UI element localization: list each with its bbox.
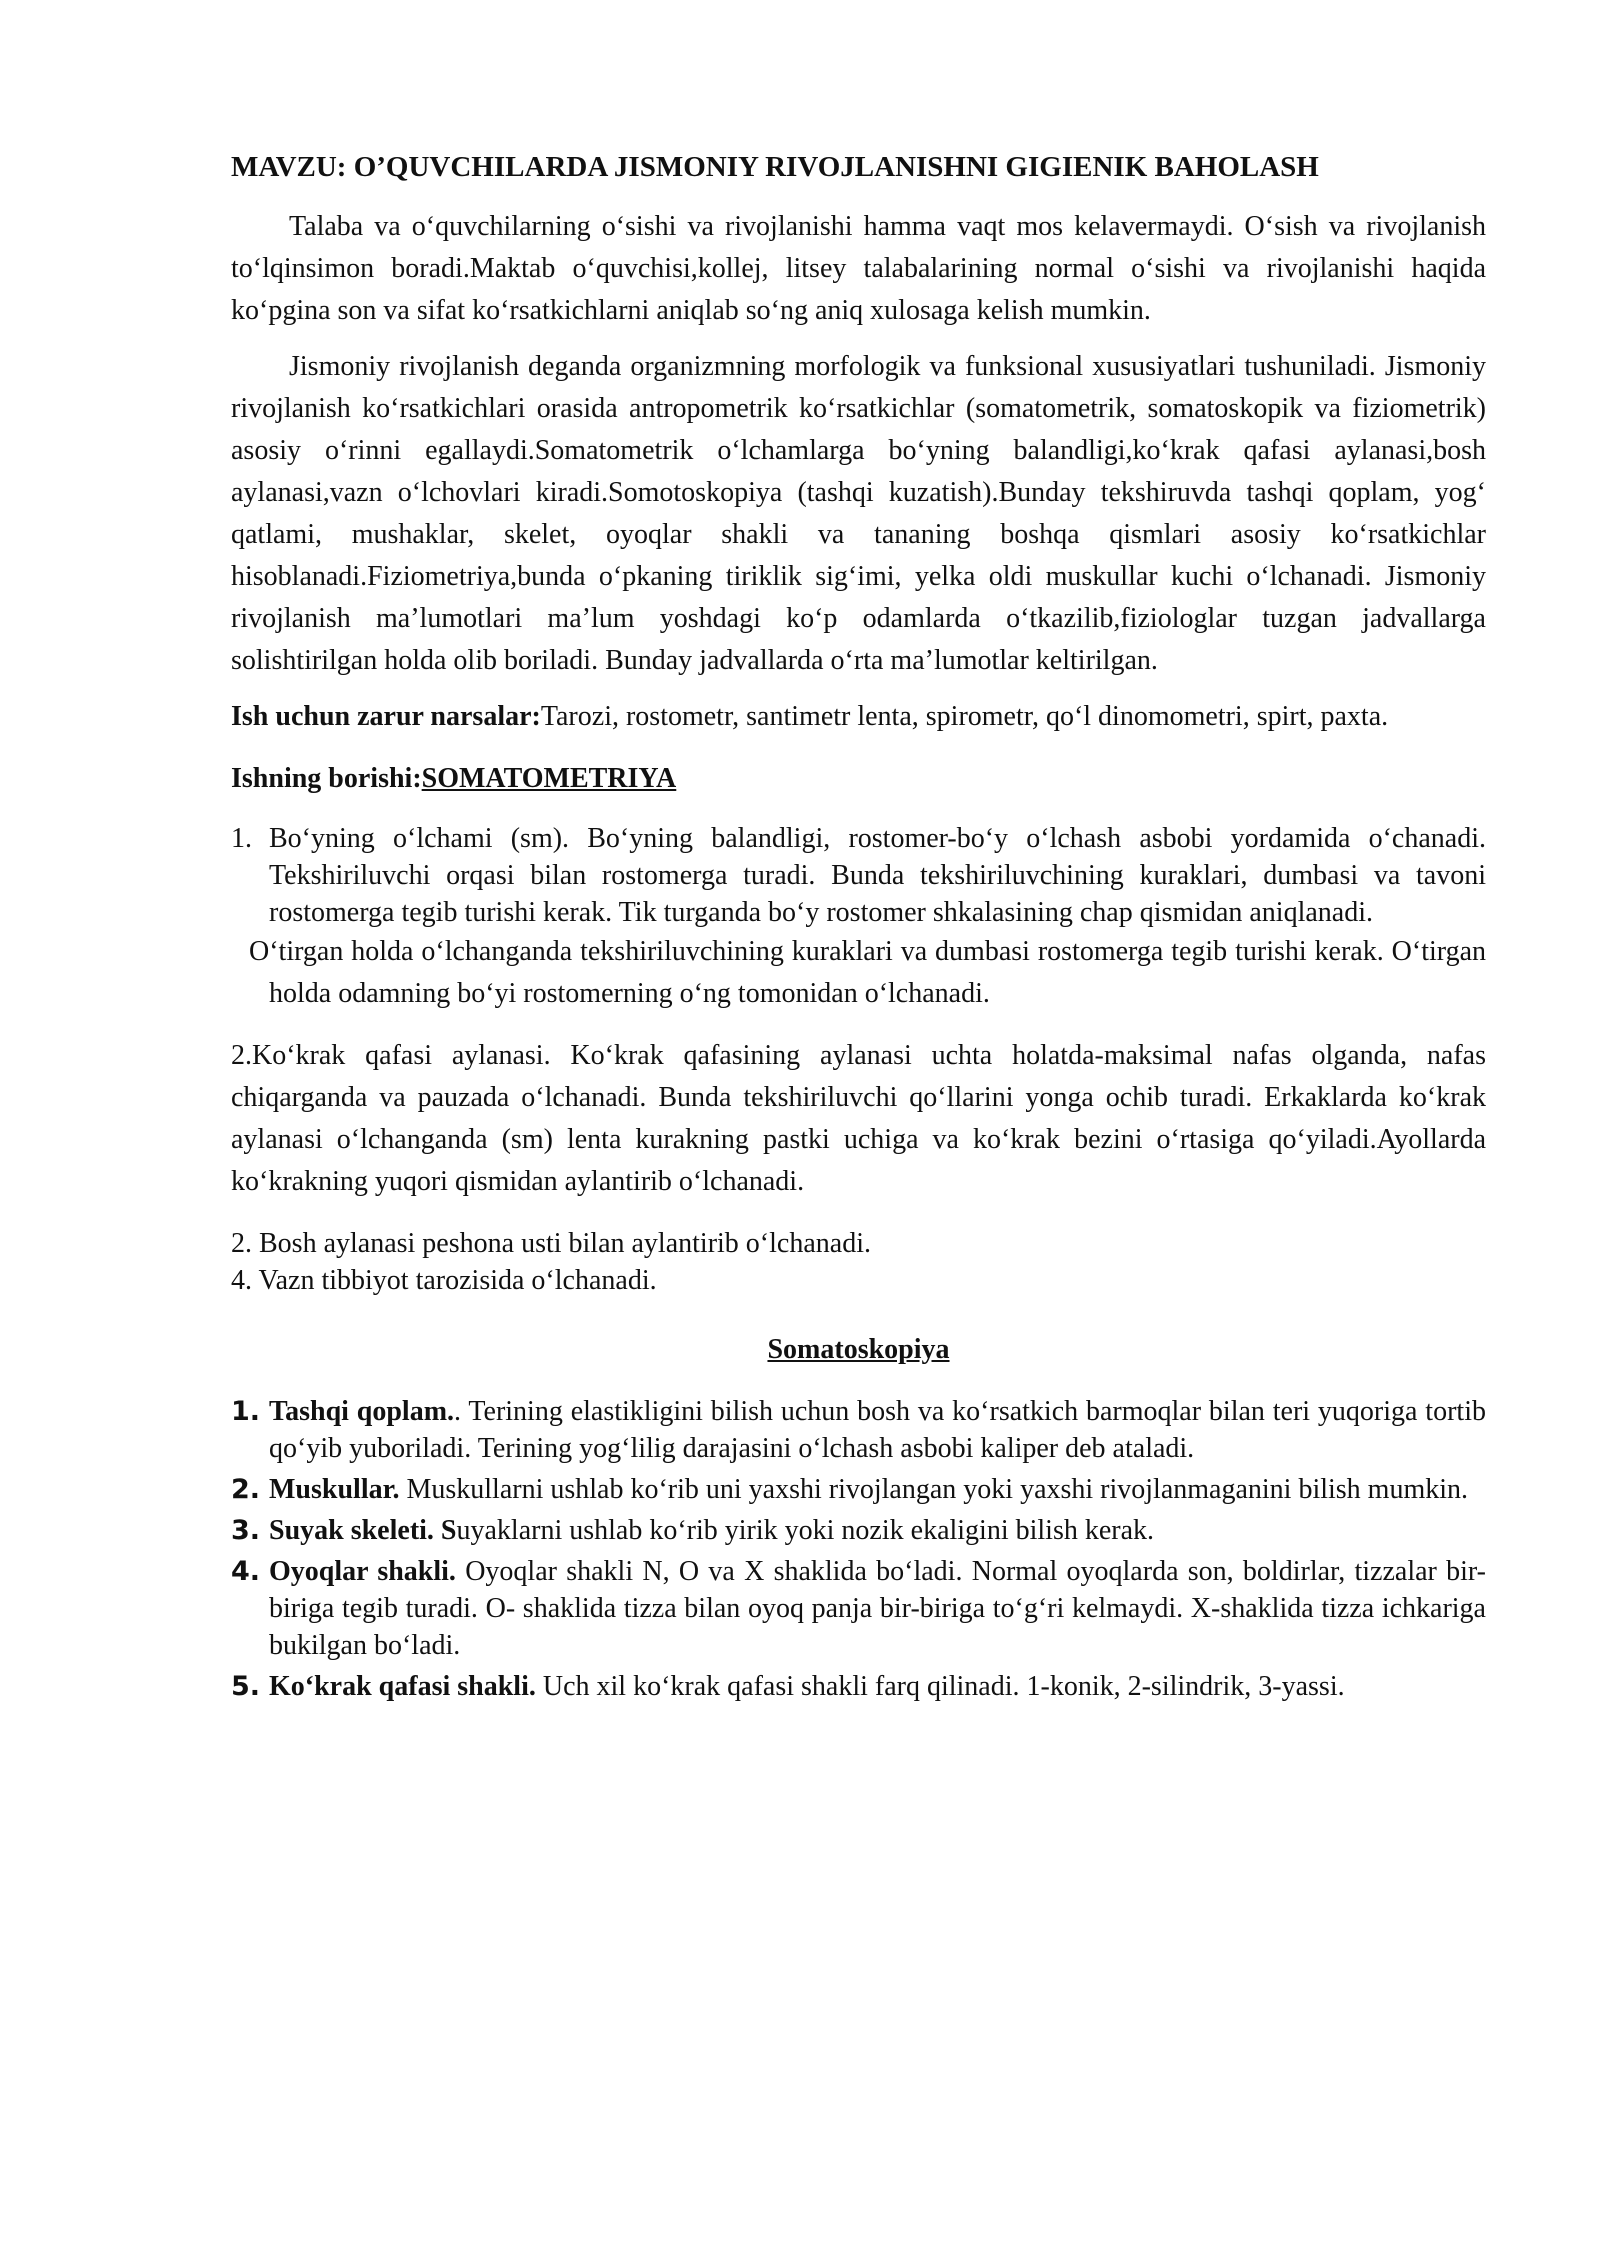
- tools-text: Tarozi, rostometr, santimetr lenta, spirometr, qo‘l dinomometri, spirt, paxta.: [540, 701, 1389, 732]
- list-item-text: . Terining elastikligini bilish uchun bosh va ko‘rsatkich barmoqlar bilan teri yuqoriga tortib qo‘yib yuboriladi. Terining yog‘lilig darajasini o‘lchash asbobi kaliper deb ataladi.: [269, 1396, 1486, 1464]
- document-title: MAVZU: O’QUVCHILARDA JISMONIY RIVOJLANISHNI GIGIENIK BAHOLASH: [231, 151, 1319, 183]
- list-item-title: Suyak skeleti. S: [269, 1515, 457, 1546]
- list-item-number: 3.: [231, 1515, 261, 1546]
- list-item-title: Ko‘krak qafasi shakli.: [269, 1671, 536, 1702]
- procedure-label: Ishning borishi:: [231, 763, 422, 794]
- list-item-title: Tashqi qoplam.: [269, 1396, 455, 1427]
- list-item: [231, 1512, 1486, 1549]
- intro-paragraph-1: Talaba va o‘quvchilarning o‘sishi va rivojlanishi hamma vaqt mos kelavermaydi. O‘sish va rivojlanish to‘lqinsimon boradi.Maktab o‘quvchisi,kollej, litsey talabalarining normal o‘sishi va rivojlanishi haqida ko‘pgina son va sifat ko‘rsatkichlarni aniqlab so‘ng aniq xulosaga kelish mumkin.: [231, 211, 1486, 326]
- tools-paragraph: [231, 696, 1486, 738]
- list-item-text: uyaklarni ushlab ko‘rib yirik yoki nozik ekaligini bilish kerak.: [456, 1515, 1155, 1546]
- list-item-title: Oyoqlar shakli.: [269, 1556, 456, 1587]
- item2-paragraph: 2.Ko‘krak qafasi aylanasi. Ko‘krak qafasining aylanasi uchta holatda-maksimal nafas olganda, nafas chiqarganda va pauzada o‘lchanadi. Bunda tekshiriluvchi qo‘llarini yonga ochib turadi. Erkaklarda ko‘krak aylanasi o‘lchanganda (sm) lenta kurakning pastki uchiga va ko‘krak bezini o‘rtasiga qo‘yiladi.Ayollarda ko‘krakning yuqori qismidan aylantirib o‘lchanadi.: [231, 1040, 1486, 1197]
- list-item: [231, 820, 1486, 931]
- list-item-title: Muskullar.: [269, 1474, 400, 1505]
- somatometry-list: [231, 820, 1486, 931]
- list-item-text: Bo‘yning o‘lchami (sm). Bo‘yning balandligi, rostomer-bo‘y o‘lchash asbobi yordamida o‘chanadi. Tekshiriluvchi orqasi bilan rostomerga turadi. Bunda tekshiriluvchining kuraklari, dumbasi va tavoni rostomerga tegib turishi kerak. Tik turganda bo‘y rostomer shkalasining chap qismidan aniqlanadi.: [269, 823, 1486, 928]
- list-item: [231, 1553, 1486, 1664]
- list-item-text: Oyoqlar shakli N, O va X shaklida bo‘ladi. Normal oyoqlarda son, boldirlar, tizzalar bir-biriga tegib turadi. O- shaklida tizza bilan oyoq panja bir-biriga to‘g‘ri kelmaydi. X-shaklida tizza ichkariga bukilgan bo‘ladi.: [269, 1556, 1487, 1661]
- item3-paragraph: 2. Bosh aylanasi peshona usti bilan aylantirib o‘lchanadi.: [231, 1228, 871, 1259]
- somatoskopiya-heading: Somatoskopiya: [767, 1334, 950, 1365]
- document-body: [231, 146, 1486, 1705]
- list-item-number: 4.: [231, 1556, 261, 1587]
- somatoskopiya-list: [231, 1393, 1486, 1705]
- somatometriya-heading: SOMATOMETRIYA: [421, 763, 677, 794]
- list-item-number: 2.: [231, 1474, 261, 1505]
- intro-paragraph-2: Jismoniy rivojlanish deganda organizmning morfologik va funksional xususiyatlari tushuniladi. Jismoniy rivojlanish ko‘rsatkichlari orasida antropometrik ko‘rsatkichlar (somatometrik, somatoskopik va fiziometrik) asosiy o‘rinni egallaydi.Somatometrik o‘lchamlarga bo‘yning balandligi,ko‘krak qafasi aylanasi,bosh aylanasi,vazn o‘lchovlari kiradi.Somotoskopiya (tashqi kuzatish).Bunday tekshiruvda tashqi qoplam, yog‘ qatlami, mushaklar, skelet, oyoqlar shakli va tananing boshqa qismlari asosiy ko‘rsatkichlar hisoblanadi.Fiziometriya,bunda o‘pkaning tiriklik sig‘imi, yelka oldi muskullar kuchi o‘lchanadi. Jismoniy rivojlanish ma’lumotlari ma’lum yoshdagi ko‘p odamlarda o‘tkazilib,fiziologlar tuzgan jadvallarga solishtirilgan holda olib boriladi. Bunday jadvallarda o‘rta ma’lumotlar keltirilgan.: [231, 351, 1486, 676]
- list-item-text: Muskullarni ushlab ko‘rib uni yaxshi rivojlangan yoki yaxshi rivojlanmaganini bilish mumkin.: [399, 1474, 1469, 1505]
- list-item-text: Uch xil ko‘krak qafasi shakli farq qilinadi. 1-konik, 2-silindrik, 3-yassi.: [535, 1671, 1345, 1702]
- list-item-number: 1.: [231, 1396, 261, 1427]
- list-item-number: 5.: [231, 1671, 261, 1702]
- list-item: [231, 1471, 1486, 1508]
- list-item: [231, 1393, 1486, 1467]
- tools-label: Ish uchun zarur narsalar:: [231, 701, 541, 732]
- list-item: [231, 1668, 1486, 1705]
- item4-paragraph: 4. Vazn tibbiyot tarozisida o‘lchanadi.: [231, 1265, 657, 1296]
- list-item-number: 1.: [231, 823, 252, 854]
- procedure-heading: [231, 758, 1486, 800]
- item1-followup: O‘tirgan holda o‘lchanganda tekshiriluvchining kuraklari va dumbasi rostomerga tegib turishi kerak. O‘tirgan holda odamning bo‘yi rostomerning o‘ng tomonidan o‘lchanadi.: [249, 936, 1486, 1009]
